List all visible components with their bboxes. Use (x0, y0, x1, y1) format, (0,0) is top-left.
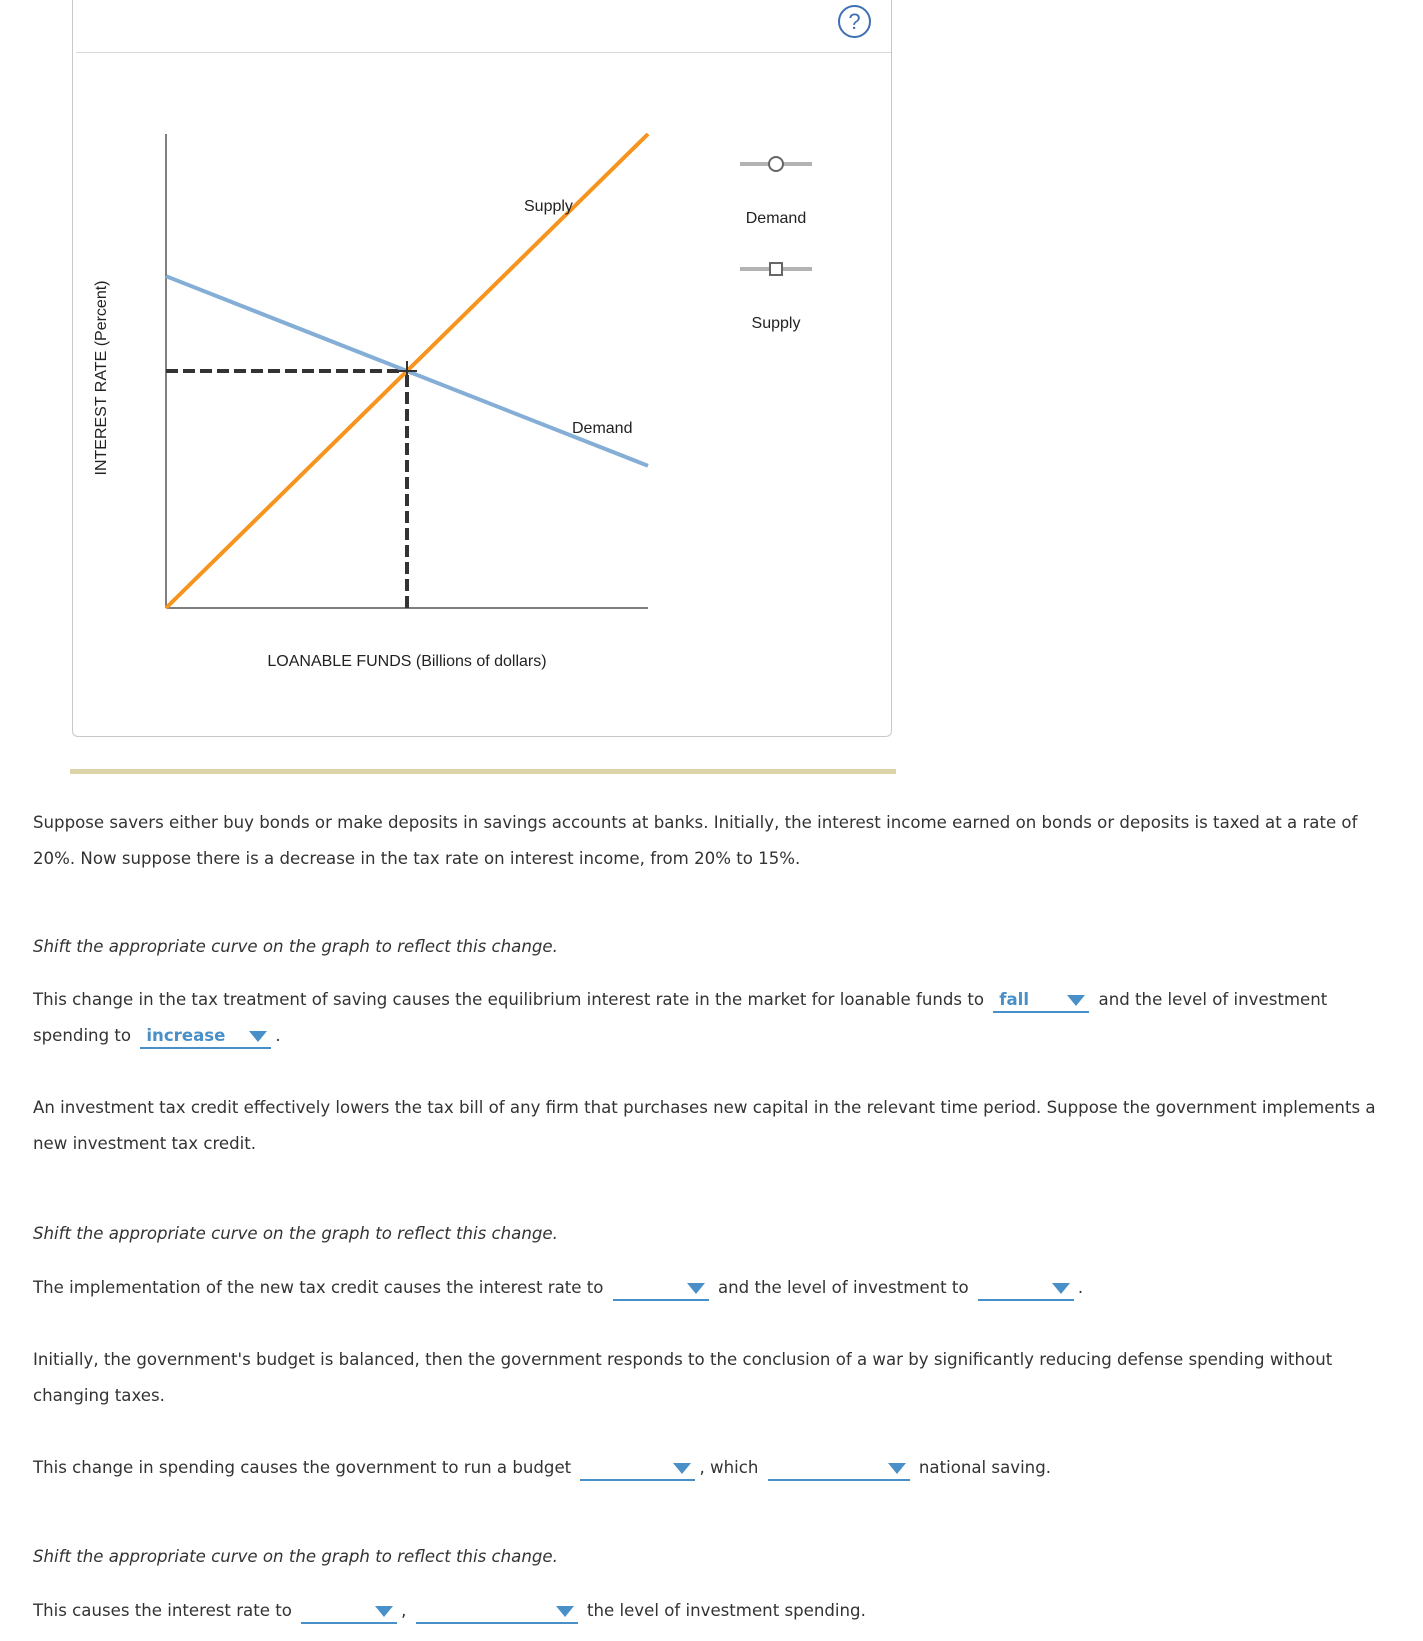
legend-demand[interactable] (740, 157, 812, 227)
dropdown-value (768, 1458, 774, 1477)
instruction-1: Shift the appropriate curve on the graph to reflect this change. (33, 937, 558, 956)
dropdown-value: increase (146, 1026, 226, 1045)
chevron-down-icon (687, 1283, 705, 1294)
legend-supply[interactable] (740, 263, 812, 332)
interest-rate-dropdown-3[interactable] (301, 1600, 397, 1624)
instruction-2: Shift the appropriate curve on the graph to reflect this change. (33, 1224, 558, 1243)
interest-rate-dropdown-2[interactable] (613, 1277, 709, 1301)
chevron-down-icon (1052, 1283, 1070, 1294)
dropdown-value: fall (999, 990, 1030, 1009)
question-1-text-b: and the level of investment spending to (33, 990, 1328, 1045)
question-1 (33, 982, 1403, 1054)
legend-supply-square-icon (770, 263, 782, 275)
chevron-down-icon (1067, 995, 1085, 1006)
question-2 (33, 1270, 1403, 1306)
question-4-text-c: the level of investment spending. (586, 1601, 866, 1620)
legend-demand-circle-icon (769, 157, 783, 171)
dropdown-value (301, 1601, 307, 1620)
dropdown-value (416, 1601, 422, 1620)
scenario-1-text: Suppose savers either buy bonds or make deposits in savings accounts at banks. Initially, the interest income earned on bonds or deposits is taxed at a rate of 20%. Now suppose there is a decrease in the tax rate on interest income, from 20% to 15%. (33, 813, 1358, 868)
legend-demand-label: Demand (745, 210, 807, 227)
question-3-text-b: , which (699, 1458, 759, 1477)
scenario-2-text: An investment tax credit effectively lowers the tax bill of any firm that purchases new capital in the relevant time period. Suppose the government implements a new investment tax credit. (33, 1098, 1376, 1153)
question-3-text-c: national saving. (918, 1458, 1051, 1477)
chevron-down-icon (249, 1031, 267, 1042)
investment-dropdown-1[interactable] (140, 1025, 271, 1049)
supply-curve-label: Supply (524, 198, 573, 215)
demand-curve-label: Demand (572, 420, 633, 437)
question-4-text-b: , (401, 1601, 407, 1620)
x-axis-label: LOANABLE FUNDS (Billions of dollars) (267, 653, 547, 670)
investment-dropdown-3[interactable] (416, 1600, 578, 1624)
loanable-funds-graph[interactable] (0, 0, 900, 745)
chevron-down-icon (888, 1463, 906, 1474)
question-3 (33, 1450, 1403, 1486)
chevron-down-icon (673, 1463, 691, 1474)
question-1-text-c: . (275, 1026, 281, 1045)
interest-rate-dropdown-1[interactable] (993, 989, 1089, 1013)
chevron-down-icon (375, 1606, 393, 1617)
section-separator (70, 769, 896, 774)
national-saving-dropdown[interactable] (768, 1457, 910, 1481)
question-3-text-a: This change in spending causes the government to run a budget (33, 1458, 572, 1477)
question-4 (33, 1593, 1403, 1629)
question-2-text-a: The implementation of the new tax credit causes the interest rate to (33, 1278, 604, 1297)
y-axis-label: INTEREST RATE (Percent) (93, 280, 110, 476)
dropdown-value (978, 1278, 984, 1297)
question-1-text-a: This change in the tax treatment of saving causes the equilibrium interest rate in the market for loanable funds to (33, 990, 984, 1009)
dropdown-value (580, 1458, 586, 1477)
question-2-text-b: and the level of investment to (717, 1278, 969, 1297)
investment-dropdown-2[interactable] (978, 1277, 1074, 1301)
scenario-3-text: Initially, the government's budget is balanced, then the government responds to the conclusion of a war by significantly reducing defense spending without changing taxes. (33, 1350, 1333, 1405)
question-2-text-c: . (1077, 1278, 1084, 1297)
budget-dropdown[interactable] (580, 1457, 695, 1481)
question-4-text-a: This causes the interest rate to (33, 1601, 292, 1620)
instruction-3: Shift the appropriate curve on the graph to reflect this change. (33, 1547, 558, 1566)
help-icon[interactable]: ? (838, 5, 871, 38)
chevron-down-icon (556, 1606, 574, 1617)
legend-supply-label: Supply (751, 315, 801, 332)
dropdown-value (613, 1278, 619, 1297)
